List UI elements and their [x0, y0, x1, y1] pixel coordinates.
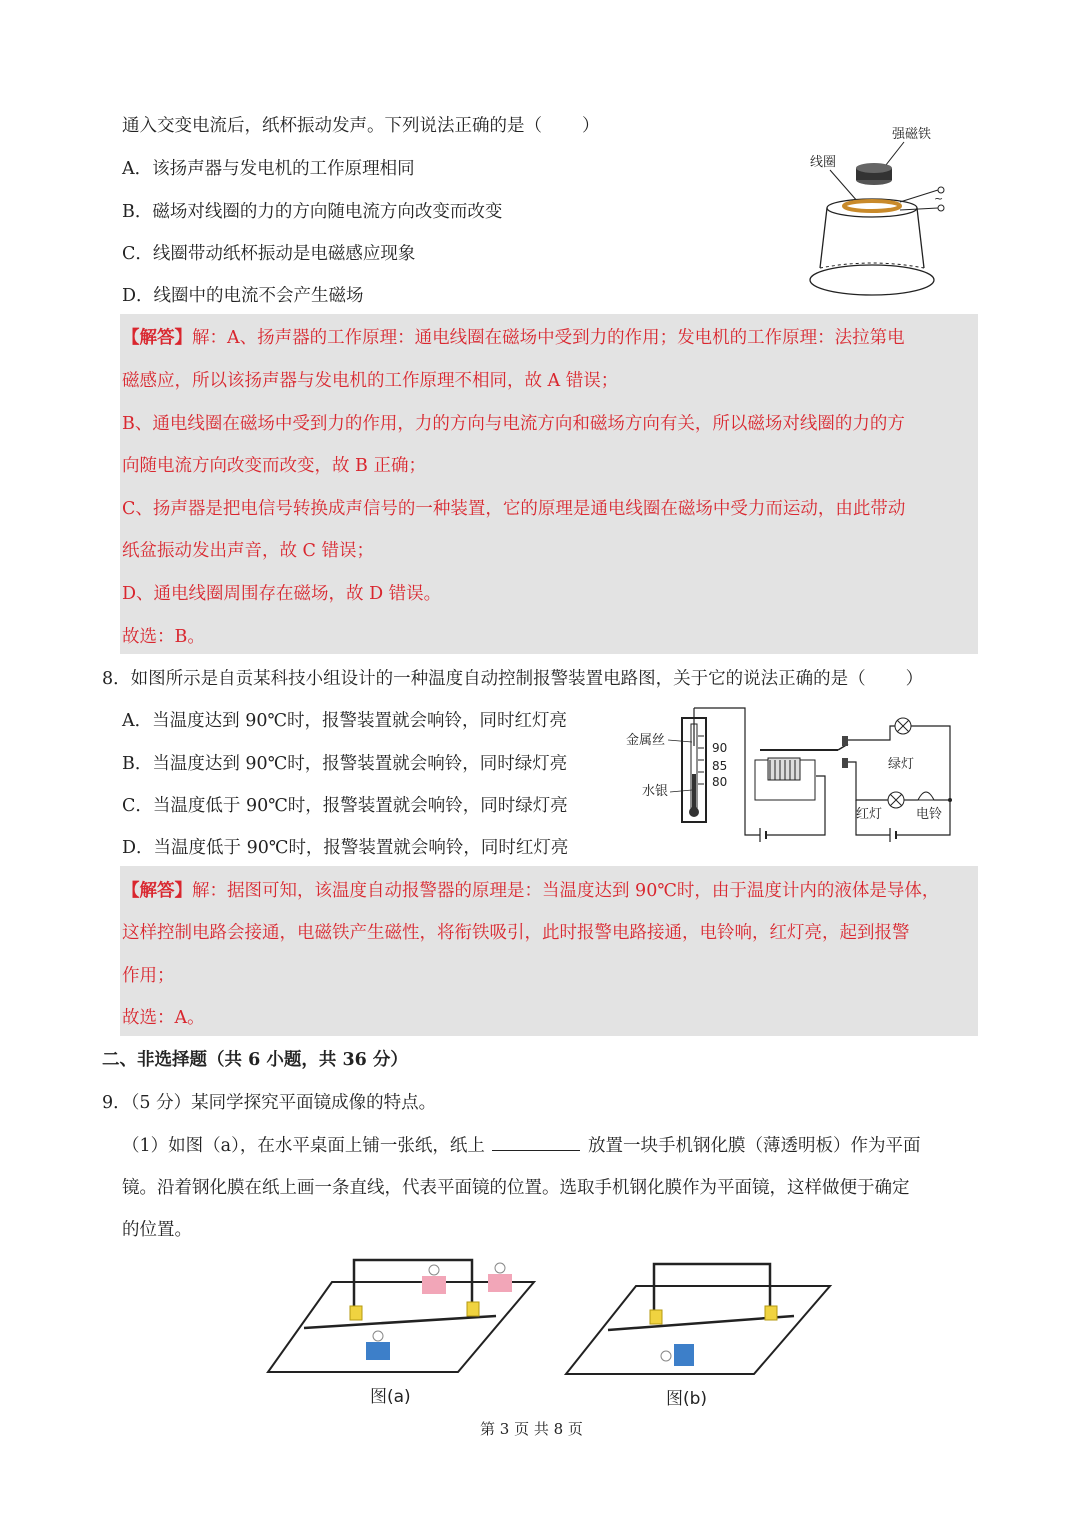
- q7-answer-line-6: 纸盆振动发出声音，故 C 错误；: [122, 541, 375, 561]
- section-title: 二、非选择题（共 6 小题，共 36 分）: [102, 1050, 408, 1070]
- q7-answer-line-1: 【解答】解：A、扬声器的工作原理：通电线圈在磁场中受到力的作用；发电机的工作原理：法拉第电: [122, 328, 905, 348]
- paper-b: [566, 1286, 830, 1374]
- coil: [844, 201, 900, 211]
- q7-answer-box: [120, 314, 978, 654]
- caption-b: 图(b): [666, 1389, 708, 1409]
- mercury-label: 水银: [642, 784, 669, 799]
- q7-answer-line-4: 向随电流方向改变而改变，故 B 正确；: [122, 456, 426, 476]
- green-lamp-label: 绿灯: [888, 757, 915, 772]
- q9-line-2: 镜。沿着钢化膜在纸上画一条直线，代表平面镜的位置。选取手机钢化膜作为平面镜，这样做便于确定: [122, 1178, 910, 1198]
- figure-a: [262, 1256, 542, 1412]
- yellow-clip-a1: [350, 1306, 362, 1320]
- tick-90: 90: [712, 741, 728, 755]
- pink-clip-a2: [488, 1274, 512, 1292]
- mirror-frame-a: [354, 1260, 472, 1316]
- mirror-frame-b: [654, 1264, 770, 1318]
- q8-option-a: A．当温度达到 90℃时，报警装置就会响铃，同时红灯亮: [122, 711, 568, 731]
- bell-label: 电铃: [916, 807, 943, 822]
- q7-option-d: D．线圈中的电流不会产生磁场: [122, 286, 364, 306]
- q7-answer-line-8: 故选：B。: [122, 627, 205, 647]
- q8-answer-line-4: 故选：A。: [122, 1008, 205, 1028]
- q7-option-b: B．磁场对线圈的力的方向随电流方向改变而改变: [122, 202, 503, 222]
- bell: [918, 792, 934, 800]
- magnet-label: 强磁铁: [892, 127, 932, 142]
- q8-option-b: B．当温度达到 90℃时，报警装置就会响铃，同时绿灯亮: [122, 754, 568, 774]
- yellow-clip-a2: [467, 1302, 479, 1316]
- q8-answer-line-1: 【解答】解：据图可知，该温度自动报警器的原理是：当温度达到 90℃时，由于温度计内的液体是导体，: [122, 881, 940, 901]
- tick-85: 85: [712, 759, 728, 773]
- q7-answer-line-3: B、通电线圈在磁场中受到力的作用，力的方向与电流方向和磁场方向有关，所以磁场对线圈的力的方: [122, 414, 905, 434]
- q8-answer-line-2: 这样控制电路会接通，电磁铁产生磁性，将衔铁吸引，此时报警电路接通，电铃响，红灯亮，起到报警: [122, 923, 910, 943]
- ac-label: ~: [934, 192, 944, 205]
- q7-answer-line-2: 磁感应，所以该扬声器与发电机的工作原理不相同，故 A 错误；: [122, 371, 619, 391]
- coil-label: 线圈: [810, 155, 837, 170]
- q9-stem: 9．（5 分）某同学探究平面镜成像的特点。: [102, 1093, 437, 1113]
- q8-answer-line-3: 作用；: [122, 966, 175, 986]
- pink-clip-a1: [422, 1276, 446, 1294]
- q8-option-c: C．当温度低于 90℃时，报警装置就会响铃，同时绿灯亮: [122, 796, 568, 816]
- q7-option-c: C．线圈带动纸杯振动是电磁感应现象: [122, 244, 416, 264]
- mirror-line-a: [304, 1316, 496, 1328]
- q9-answer-blank[interactable]: [492, 1149, 580, 1151]
- q7-stem: 通入交变电流后，纸杯振动发声。下列说法正确的是（ ）: [122, 116, 600, 136]
- red-lamp-label: 红灯: [856, 807, 883, 822]
- blue-clip-a: [366, 1342, 390, 1360]
- q8-stem: 8．如图所示是自贡某科技小组设计的一种温度自动控制报警装置电路图，关于它的说法正确的是（ ）: [102, 669, 924, 689]
- yellow-clip-b1: [650, 1310, 662, 1324]
- blue-clip-b: [674, 1344, 694, 1366]
- q7-option-a: A．该扬声器与发电机的工作原理相同: [122, 159, 415, 179]
- q8-answer-box: [120, 866, 978, 1036]
- q7-answer-line-7: D、通电线圈周围存在磁场，故 D 错误。: [122, 584, 442, 604]
- q9-sub1: （1）如图（a），在水平桌面上铺一张纸，纸上 放置一块手机钢化膜（薄透明板）作为平面: [122, 1136, 921, 1156]
- page-number: 第 3 页 共 8 页: [480, 1420, 583, 1438]
- q8-option-d: D．当温度低于 90℃时，报警装置就会响铃，同时红灯亮: [122, 838, 569, 858]
- speaker-figure: [800, 118, 960, 308]
- tick-80: 80: [712, 775, 728, 789]
- alarm-circuit-figure: [620, 700, 960, 850]
- q7-answer-line-5: C、扬声器是把电信号转换成声信号的一种装置，它的原理是通电线圈在磁场中受力而运动，由此带动: [122, 499, 906, 519]
- caption-a: 图(a): [370, 1387, 411, 1407]
- yellow-clip-b2: [765, 1306, 777, 1320]
- cup-bottom: [810, 265, 934, 295]
- thermometer-bulb: [689, 807, 699, 817]
- q9-line-3: 的位置。: [122, 1220, 192, 1240]
- figure-b: [562, 1256, 834, 1416]
- wire-label: 金属丝: [626, 733, 666, 748]
